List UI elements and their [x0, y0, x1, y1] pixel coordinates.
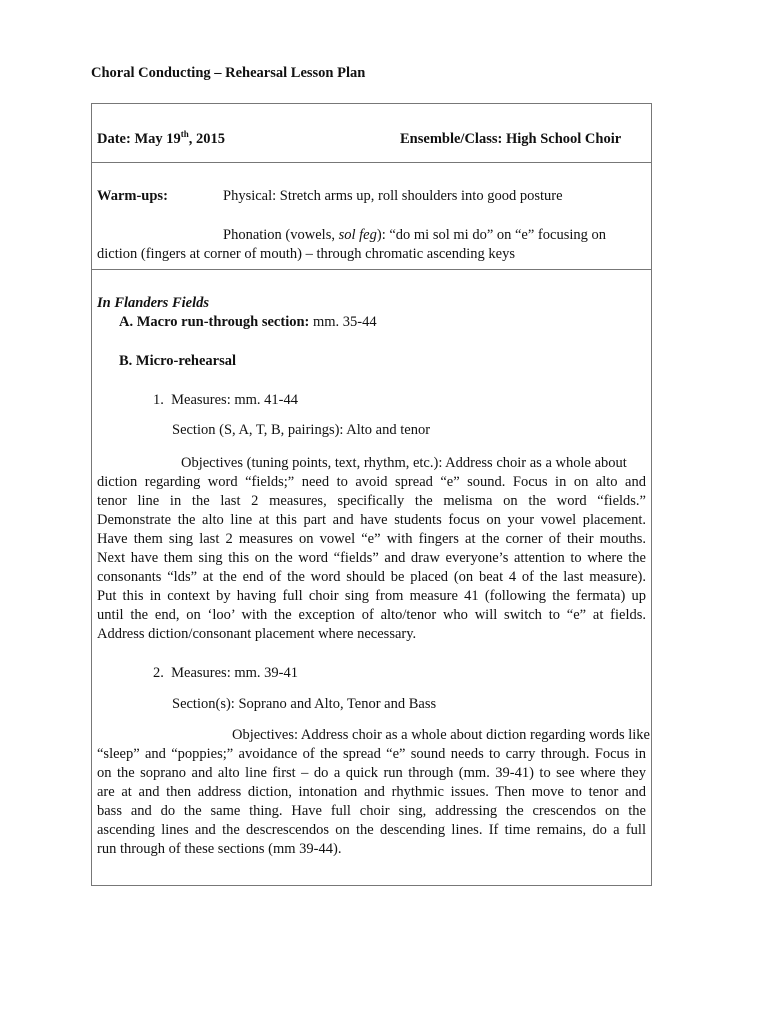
date-value — [134, 131, 225, 147]
date-day: May 19 — [134, 131, 181, 147]
macro-label: A. Macro run-through section: — [119, 314, 310, 330]
item2-number: 2. — [153, 665, 164, 681]
item1-objectives-line: Put this in context by having full choir sing from measure 41 (following the fermata) up — [97, 588, 646, 604]
date-suffix: th — [180, 129, 189, 140]
item2-objectives-line: “sleep” and “poppies;” avoidance of the spread “e” sound needs to carry through. Focus in — [97, 746, 646, 762]
item2-section: Section(s): Soprano and Alto, Tenor and Bass — [172, 696, 437, 712]
item1-objectives-line: Objectives (tuning points, text, rhythm, etc.): Address choir as a whole about — [181, 455, 627, 471]
lesson-plan-table — [91, 103, 652, 886]
micro-label: B. Micro-rehearsal — [119, 353, 237, 369]
item1-section: Section (S, A, T, B, pairings): Alto and tenor — [172, 422, 431, 438]
date-year: , 2015 — [188, 131, 226, 147]
item2-measures — [153, 664, 298, 683]
ensemble-field — [400, 130, 621, 149]
item2-objectives-line: ascending lines and the descrescendos on the descending lines. If time remains, do a full — [97, 822, 646, 838]
phonation-italic: sol feg — [338, 227, 377, 243]
header-row — [92, 104, 651, 163]
item1-objectives-line: Next have them sing this on the word “fields” and draw everyone’s attention to where the — [97, 550, 646, 566]
item2-objectives-line: are at and then address diction, intonation and rhythmic issues. Then move to tenor and — [97, 784, 646, 800]
warmups-label: Warm-ups: — [97, 188, 168, 204]
item1-objectives-line: Address diction/consonant placement where necessary. — [97, 626, 417, 642]
item1-measures — [153, 391, 298, 410]
ensemble-value: High School Choir — [505, 131, 622, 147]
item2-objectives-line: run through of these sections (mm 39-44). — [97, 841, 342, 857]
item2-objectives-line: on the soprano and alto line first – do a quick run through (mm. 39-41) to see where they — [97, 765, 646, 781]
piece-title: In Flanders Fields — [97, 295, 209, 311]
item1-objectives-line: diction regarding word “fields;” need to avoid spread “e” sound. Focus in on alto and — [97, 474, 646, 490]
ensemble-label: Ensemble/Class: — [400, 131, 503, 147]
macro-section — [119, 313, 377, 332]
warmup-phonation-line2: diction (fingers at corner of mouth) – through chromatic ascending keys — [97, 246, 515, 262]
phonation-text-end: ): “do mi sol mi do” on “e” focusing on — [376, 227, 606, 243]
item2-measures-text: Measures: mm. 39-41 — [171, 665, 298, 681]
rehearsal-row — [92, 270, 651, 885]
item2-objectives-line: Objectives: Address choir as a whole about diction regarding words like — [232, 727, 650, 743]
warmup-physical: Physical: Stretch arms up, roll shoulders into good posture — [223, 188, 563, 204]
date-field — [97, 130, 225, 149]
item1-objectives-line: tenor line in the last 2 measures, specifically the melisma on the word “fields.” — [97, 493, 646, 509]
phonation-text: Phonation (vowels, — [223, 227, 339, 243]
item1-number: 1. — [153, 392, 164, 408]
macro-value: mm. 35-44 — [309, 314, 377, 330]
warmup-phonation — [223, 226, 606, 245]
date-label: Date: — [97, 131, 131, 147]
item1-measures-text: Measures: mm. 41-44 — [171, 392, 298, 408]
item1-objectives-line: consonants “lds” at the end of the word should be placed (on beat 4 of the last measure). — [97, 569, 646, 585]
warmups-row — [92, 163, 651, 270]
document-title: Choral Conducting – Rehearsal Lesson Plan — [91, 65, 366, 81]
item1-objectives-line: Have them sing last 2 measures on vowel “e” with fingers at the corner of their mouths. — [97, 531, 646, 547]
item2-objectives-line: bass and do the same thing. Have full choir sing, addressing the crescendos on the — [97, 803, 646, 819]
item1-objectives-line: until the end, on ‘loo’ with the exception of alto/tenor who will switch to “e” at fields. — [97, 607, 646, 623]
item1-objectives-line: Demonstrate the alto line at this part and have students focus on your vowel placement. — [97, 512, 646, 528]
